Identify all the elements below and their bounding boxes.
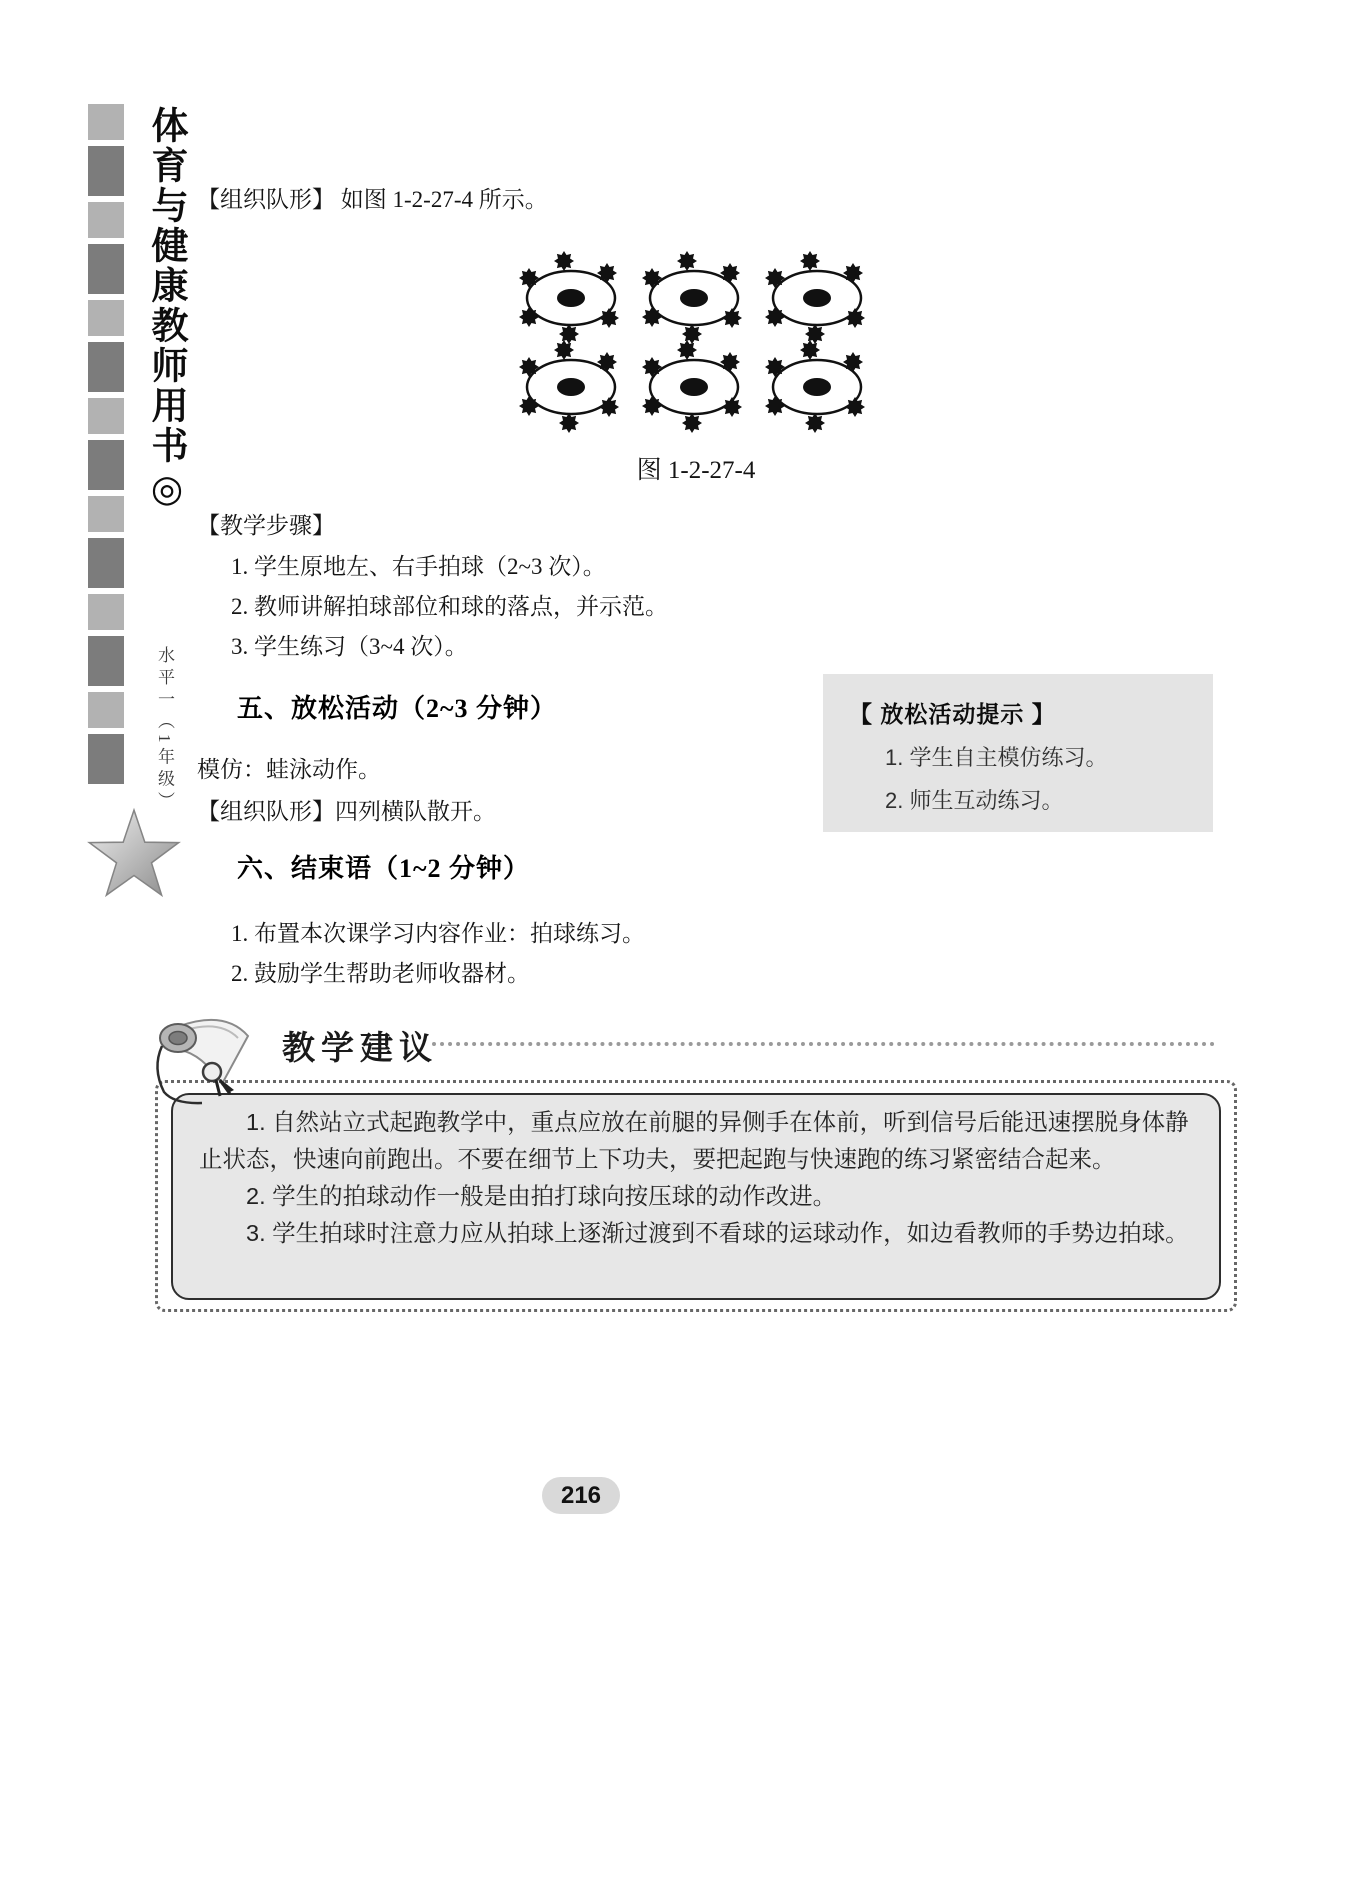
suggestion-box <box>171 1093 1221 1300</box>
teaching-step-2: 2. 教师讲解拍球部位和球的落点，并示范。 <box>231 594 668 619</box>
closing-item-2: 2. 鼓励学生帮助老师收器材。 <box>231 961 530 986</box>
formation-row <box>510 339 882 435</box>
formation-unit <box>756 339 878 435</box>
page-number: 216 <box>560 1481 602 1509</box>
page-number-badge <box>542 1477 620 1514</box>
scroll-icon <box>150 1006 274 1106</box>
org-formation-1: 【组织队形】 如图 1-2-27-4 所示。 <box>197 187 548 212</box>
suggestion-title: 教学建议 <box>282 1029 438 1066</box>
relax-tip-title: 【 放松活动提示 】 <box>849 701 1056 727</box>
formation-unit <box>633 250 755 346</box>
relax-tip-item-1: 1. 学生自主模仿练习。 <box>885 745 1108 770</box>
suggestion-title-dotted-line <box>432 1042 1215 1046</box>
section6-heading: 六、结束语（1~2 分钟） <box>237 854 531 883</box>
imitate-line: 模仿：蛙泳动作。 <box>197 757 381 782</box>
suggestion-paragraph-3: 3. 学生拍球时注意力应从拍球上逐渐过渡到不看球的运球动作，如边看教师的手势边拍球。 <box>246 1220 1189 1246</box>
figure-caption: 图 1-2-27-4 <box>636 457 756 484</box>
suggestion-paragraph-1: 1. 自然站立式起跑教学中，重点应放在前腿的异侧手在体前，听到信号后能迅速摆脱身体静止状态，快速向前跑出。不要在细节上下功夫，要把起跑与快速跑的练习紧密结合起来。 <box>199 1109 1189 1172</box>
formation-figure <box>510 250 882 435</box>
section5-heading: 五、放松活动（2~3 分钟） <box>237 694 558 723</box>
teaching-step-3: 3. 学生练习（3~4 次）。 <box>231 634 468 659</box>
relax-tip-item-2: 2. 师生互动练习。 <box>885 788 1064 813</box>
formation-unit <box>756 250 878 346</box>
teaching-step-1: 1. 学生原地左、右手拍球（2~3 次）。 <box>231 554 606 579</box>
teaching-steps-heading: 【教学步骤】 <box>197 513 335 538</box>
relax-tip-box <box>823 674 1213 832</box>
formation-unit <box>510 339 632 435</box>
formation-row <box>510 250 882 346</box>
closing-item-1: 1. 布置本次课学习内容作业：拍球练习。 <box>231 921 645 946</box>
sidebar-decorative-blocks <box>88 104 124 784</box>
formation-unit <box>510 250 632 346</box>
book-title-vertical: 体育与健康教师用书◎ <box>145 106 186 513</box>
suggestion-paragraph-2: 2. 学生的拍球动作一般是由拍打球向按压球的动作改进。 <box>246 1183 837 1209</box>
org-formation-2: 【组织队形】四列横队散开。 <box>197 799 496 824</box>
star-icon <box>78 806 190 898</box>
grade-level-label: 水平一（1年级） <box>155 646 174 814</box>
formation-unit <box>633 339 755 435</box>
